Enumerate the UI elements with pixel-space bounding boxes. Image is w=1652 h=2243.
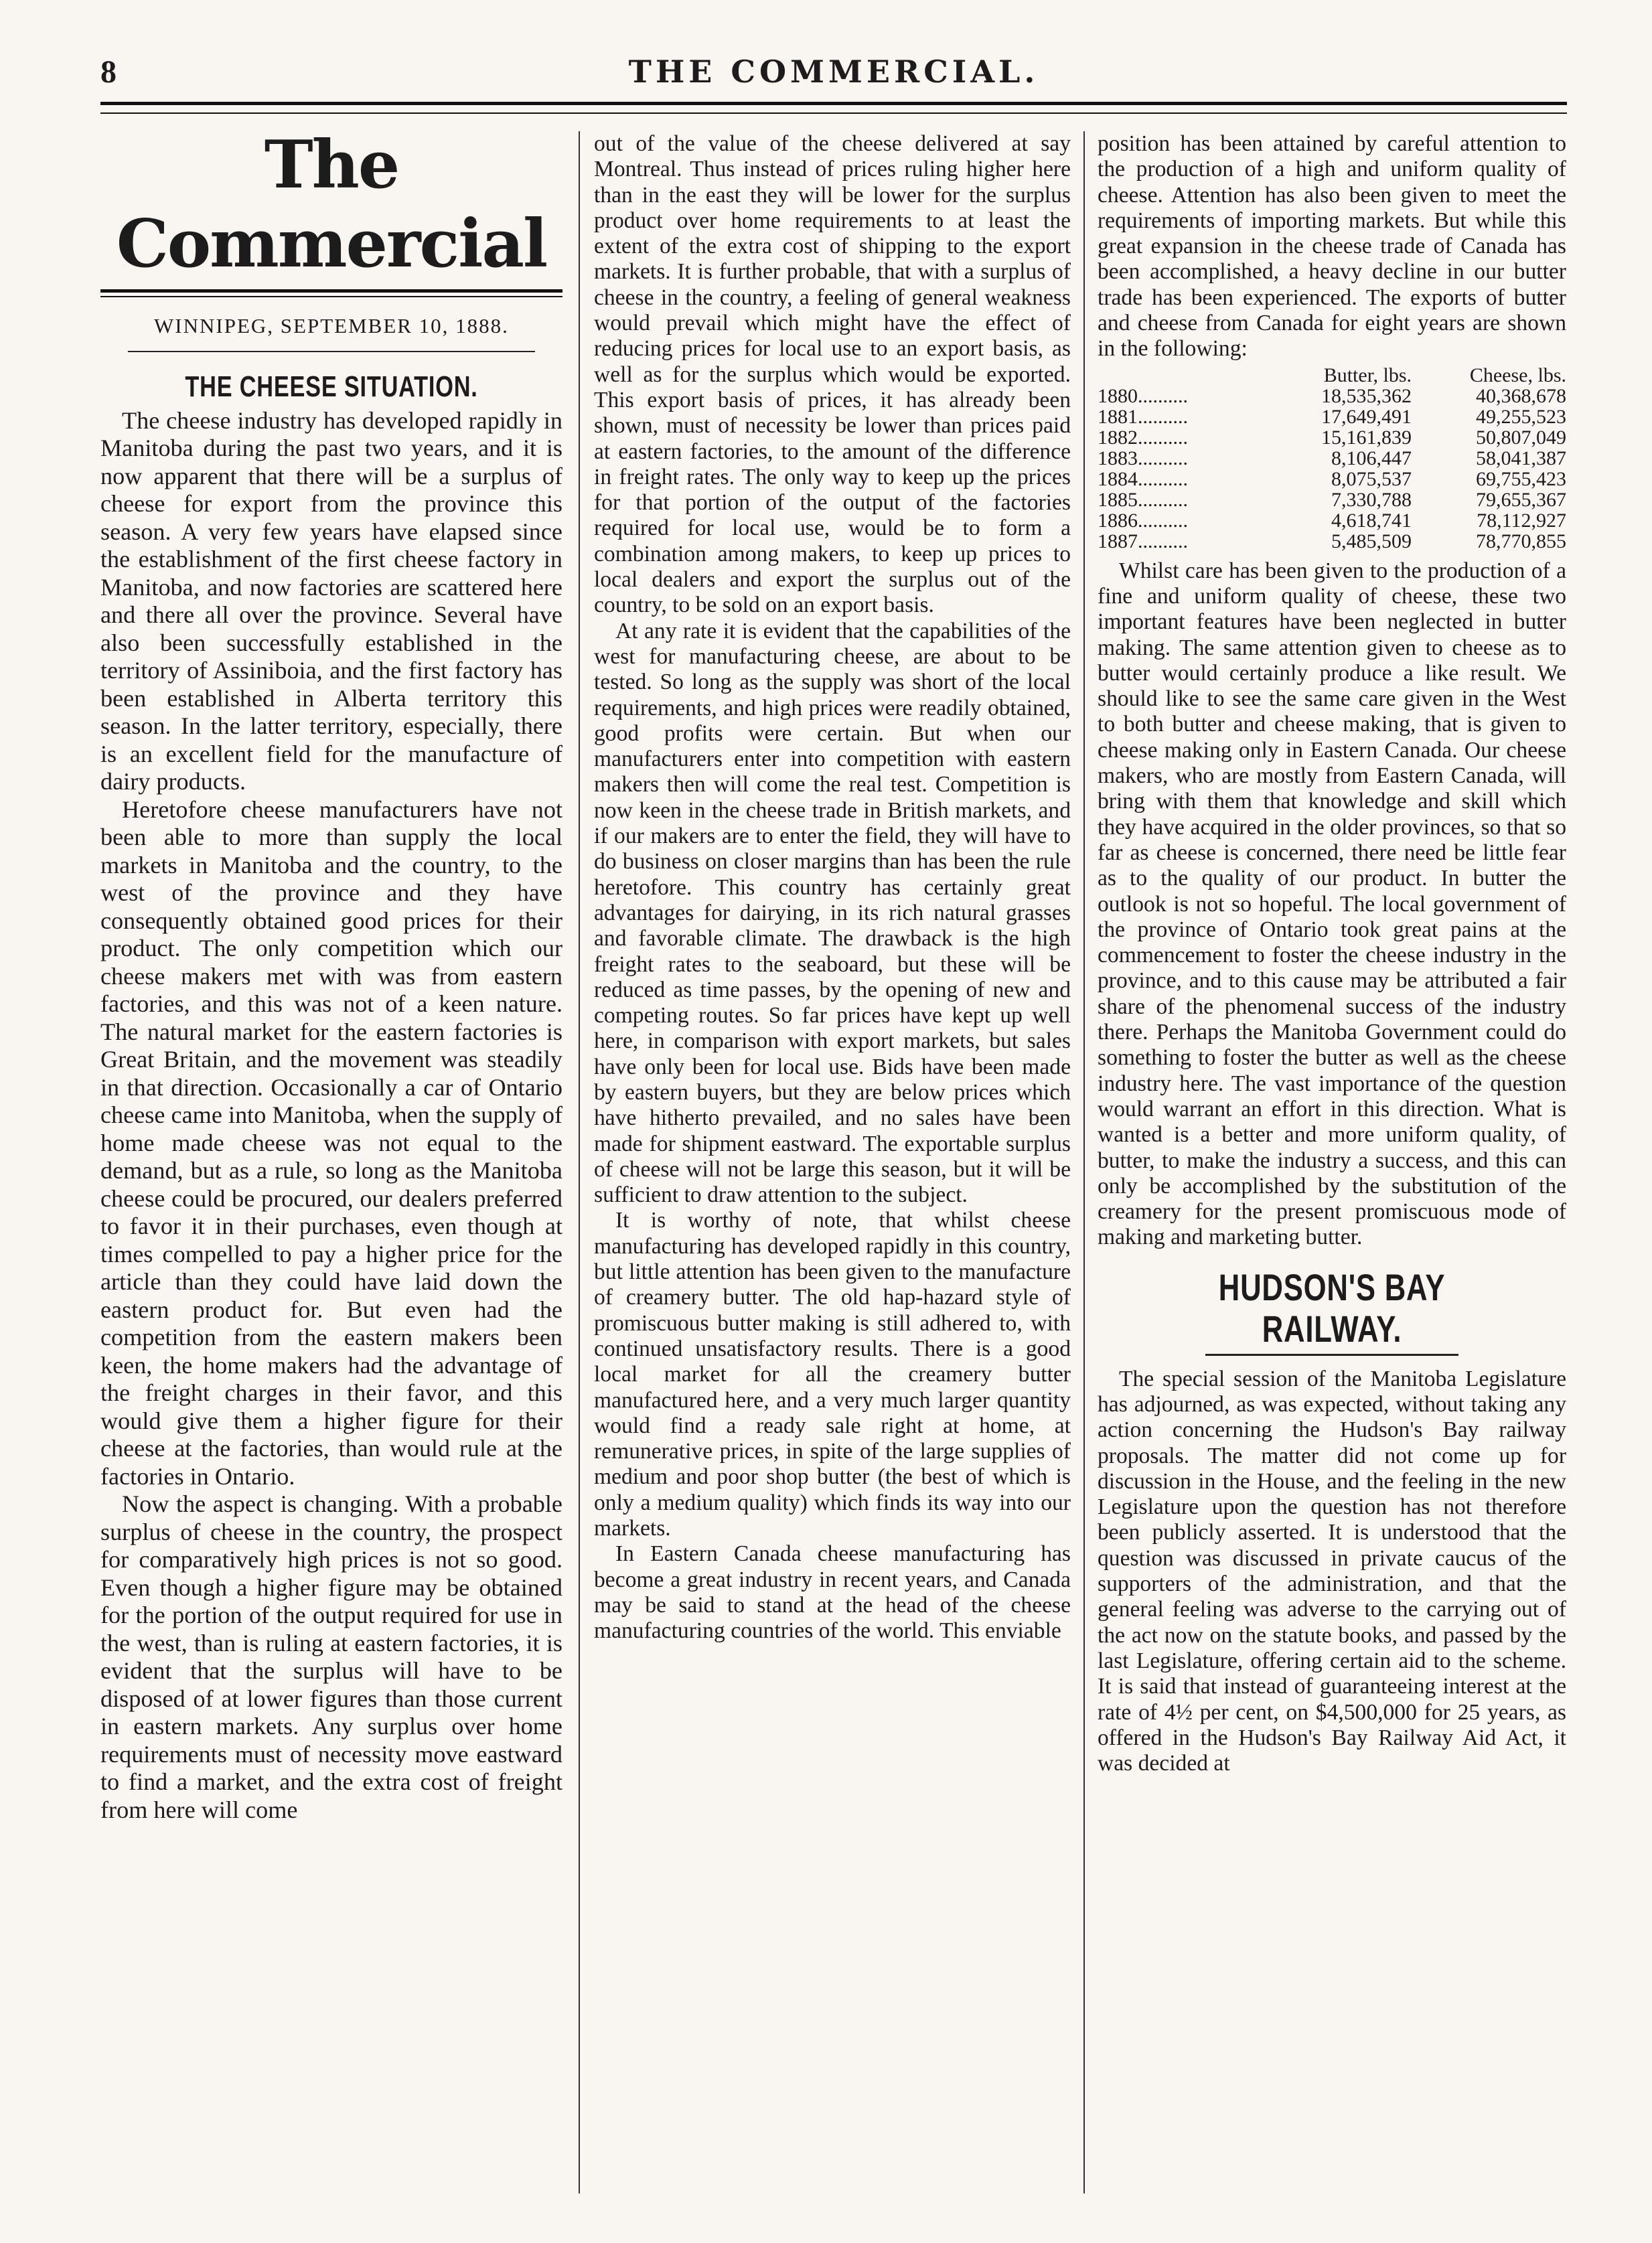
- table-cell-butter: 8,075,537: [1331, 467, 1412, 490]
- table-header-cell: [1098, 365, 1257, 386]
- article-paragraph: The cheese industry has developed rapidly in Manitoba during the past two years, and it is now apparent that there will be a surplus of cheese for export from the province this season. A very few years have elapsed since the establishment of the first cheese factory in Manitoba, and now factories are scattered here and there all over the province. Several have also been successfully established in the territory of Assiniboia, and the first factory has been established in Alberta territory this season. In the latter territory, especially, there is an excellent field for the manufacture of dairy products.: [100, 406, 562, 795]
- table-cell-year: 1886..........: [1098, 509, 1188, 532]
- article-paragraph: The special session of the Manitoba Legislature has adjourned, as was expected, without taking any action concerning the Hudson's Bay railway proposals. The matter did not come up for discussion in the House, and the feeling in the new Legislature upon the question has not therefore been publicly asserted. It is understood that the question was discussed in private caucus of the supporters of the administration, and that the general feeling was adverse to the carrying out of the act now on the statute books, and passed by the last Legislature, offering certain aid to the scheme. It is said that instead of guaranteeing interest at the rate of 4½ per cent, on $4,500,000 for 25 years, as offered in the Hudson's Bay Railway Aid Act, it was decided at: [1098, 1366, 1566, 1776]
- table-cell-butter: 8,106,447: [1331, 447, 1412, 469]
- journal-name: THE COMMERCIAL.: [628, 54, 1039, 90]
- table-cell-cheese: 50,807,049: [1476, 426, 1566, 449]
- header-rule: [100, 102, 1567, 105]
- table-header-cell: Butter, lbs.: [1323, 364, 1412, 386]
- dateline: WINNIPEG, SEPTEMBER 10, 1888.: [154, 314, 509, 337]
- column-1: [100, 131, 562, 2193]
- table-row: [1098, 386, 1566, 406]
- column-divider: [579, 131, 580, 2193]
- exports-table: [1098, 365, 1566, 552]
- page-number: 8: [100, 54, 117, 90]
- table-cell-cheese: 49,255,523: [1476, 405, 1566, 428]
- article-title-railway: HUDSON'S BAY RAILWAY.: [1218, 1265, 1446, 1350]
- article-paragraph: position has been attained by careful attention to the production of a high and uniform quality of cheese. Attention has also been given to meet the requirements of importing markets. But while this great expansion in the cheese trade of Canada has been accomplished, a heavy decline in our butter trade has been experienced. The exports of butter and cheese from Canada for eight years are shown in the following:: [1098, 131, 1566, 362]
- table-cell-year: 1881..........: [1098, 405, 1188, 428]
- masthead-rule: [100, 289, 562, 293]
- table-row: [1098, 427, 1566, 448]
- table-cell-year: 1884..........: [1098, 467, 1188, 490]
- table-cell-year: 1882..........: [1098, 426, 1188, 449]
- table-cell-butter: 18,535,362: [1321, 384, 1412, 407]
- table-cell-cheese: 58,041,387: [1476, 447, 1566, 469]
- table-row: [1098, 448, 1566, 469]
- table-cell-year: 1880..........: [1098, 384, 1188, 407]
- table-cell-cheese: 40,368,678: [1476, 384, 1566, 407]
- exports-table-header: [1098, 365, 1566, 386]
- table-cell-butter: 15,161,839: [1321, 426, 1412, 449]
- article-paragraph: It is worthy of note, that whilst cheese manufacturing has developed rapidly in this country, but little attention has been given to the manufacture of creamery butter. The old hap-hazard style of promiscuous butter making is still adhered to, with continued unsatisfactory results. There is a good local market for all the creamery butter manufactured here, and a very much larger quantity would find a ready sale right at home, at remunerative prices, in spite of the large supplies of medium and poor shop butter (the best of which is only a medium quality) which finds its way into our markets.: [594, 1208, 1071, 1541]
- masthead-title: The Commercial: [116, 131, 547, 283]
- article-paragraph: Whilst care has been given to the production of a fine and uniform quality of cheese, these two important features have been neglected in butter making. The same attention given to cheese as to butter would certainly produce a like result. We should like to see the same care given in the West to both butter and cheese making, that is given to cheese making only in Eastern Canada. Our cheese makers, who are mostly from Eastern Canada, will bring with them that knowledge and skill which they have acquired in the older provinces, so that so far as cheese is concerned, there need be little fear as to the quality of our product. In butter the outlook is not so hopeful. The local government of the province of Ontario took great pains at the commencement to foster the cheese industry in the province, and to this cause may be attributed a fair share of the phenomenal success of the industry there. Perhaps the Manitoba Government could do something to foster the butter as well as the cheese industry here. The vast importance of the question would warrant an effort in this direction. What is wanted is a better and more uniform quality, of butter, to make the industry a success, and this can only be accomplished by the substitution of the creamery for the present promiscuous mode of making and marketing butter.: [1098, 558, 1566, 1250]
- article-paragraph: In Eastern Canada cheese manufacturing has become a great industry in recent years, and Canada may be said to stand at the head of the cheese manufacturing countries of the world. This enviable: [594, 1541, 1071, 1644]
- masthead-rule-thin: [100, 296, 562, 297]
- article-paragraph: At any rate it is evident that the capabilities of the west for manufacturing cheese, are about to be tested. So long as the supply was short of the local requirements, and high prices were readily obtained, good profits were certain. But when our manufacturers enter into competition with eastern makers then will come the real test. Competition is now keen in the cheese trade in British markets, and if our makers are to enter the field, they will have to do business on closer margins than has been the rule heretofore. This country has certainly great advantages for dairying, in its rich natural grasses and favorable climate. The drawback is the high freight rates to the seaboard, but these will be reduced as time passes, by the opening of new and competing routes. So far prices have kept up well here, in comparison with export markets, but sales have only been for local use. Bids have been made by eastern buyers, but they are below prices which have hitherto prevailed, and no sales have been made for shipment eastward. The exportable surplus of cheese will not be large this season, but it will be sufficient to draw attention to the subject.: [594, 618, 1071, 1208]
- table-cell-butter: 4,618,741: [1331, 509, 1412, 532]
- dateline-rule: [128, 351, 534, 352]
- table-cell-cheese: 69,755,423: [1476, 467, 1566, 490]
- table-row: [1098, 510, 1566, 531]
- table-cell-cheese: 78,770,855: [1476, 530, 1566, 552]
- column-3: [1098, 131, 1566, 2193]
- table-cell-butter: 7,330,788: [1331, 488, 1412, 511]
- table-row: [1098, 469, 1566, 489]
- table-cell-cheese: 79,655,367: [1476, 488, 1566, 511]
- column-2: [594, 131, 1071, 2193]
- table-row: [1098, 489, 1566, 510]
- article-paragraph: out of the value of the cheese delivered at say Montreal. Thus instead of prices ruling higher here than in the east they will be lower for the surplus product over home requirements to at least the extent of the extra cost of shipping to the export markets. It is further probable, that with a surplus of cheese in the country, a feeling of general weakness would prevail which might have the effect of reducing prices for local use to an export basis, as well as for the surplus which would be exported. This export basis of prices, it has already been shown, must of necessity be lower than prices paid at eastern factories, to the amount of the difference in freight rates. The only way to keep up the prices for that portion of the output of the factories required for local use, would be to form a combination among makers, to keep up prices to local dealers and export the surplus out of the country, to be sold on an export basis.: [594, 131, 1071, 618]
- article-title-cheese: THE CHEESE SITUATION.: [185, 370, 478, 403]
- article-paragraph: Now the aspect is changing. With a probable surplus of cheese in the country, the prospect for comparatively high prices is not so good. Even though a higher figure may be obtained for the portion of the output required for use in the west, than is ruling at eastern factories, it is evident that the surplus will have to be disposed of at lower figures than those current in eastern markets. Any surplus over home requirements must of necessity move eastward to find a market, and the extra cost of freight from here will come: [100, 1490, 562, 1823]
- running-head: [100, 54, 1567, 94]
- table-cell-butter: 5,485,509: [1331, 530, 1412, 552]
- table-row: [1098, 531, 1566, 552]
- header-rule-thin: [100, 112, 1567, 114]
- table-cell-year: 1887..........: [1098, 530, 1188, 552]
- article-paragraph: Heretofore cheese manufacturers have not been able to more than supply the local markets in Manitoba and the country, to the west of the province and they have consequently obtained good prices for their product. The only competition which our cheese makers met with was from eastern factories, and this was not of a keen nature. The natural market for the eastern factories is Great Britain, and the movement was steadily in that direction. Occasionally a car of Ontario cheese came into Manitoba, when the supply of home made cheese was not equal to the demand, but as a rule, so long as the Manitoba cheese could be procured, our dealers preferred to favor it in their purchases, even though at times compelled to pay a higher price for the article than they could have laid down the eastern product for. But even had the competition from the eastern makers been keen, the home makers had the advantage of the freight charges in their favor, and this would give them a higher figure for their cheese at the factories, than would rule at the factories in Ontario.: [100, 795, 562, 1490]
- table-cell-year: 1883..........: [1098, 447, 1188, 469]
- table-cell-butter: 17,649,491: [1321, 405, 1412, 428]
- table-cell-cheese: 78,112,927: [1477, 509, 1566, 532]
- column-divider: [1083, 131, 1085, 2193]
- table-header-cell: Cheese, lbs.: [1469, 364, 1566, 386]
- table-cell-year: 1885..........: [1098, 488, 1188, 511]
- table-row: [1098, 406, 1566, 427]
- title-rule: [1205, 1354, 1458, 1356]
